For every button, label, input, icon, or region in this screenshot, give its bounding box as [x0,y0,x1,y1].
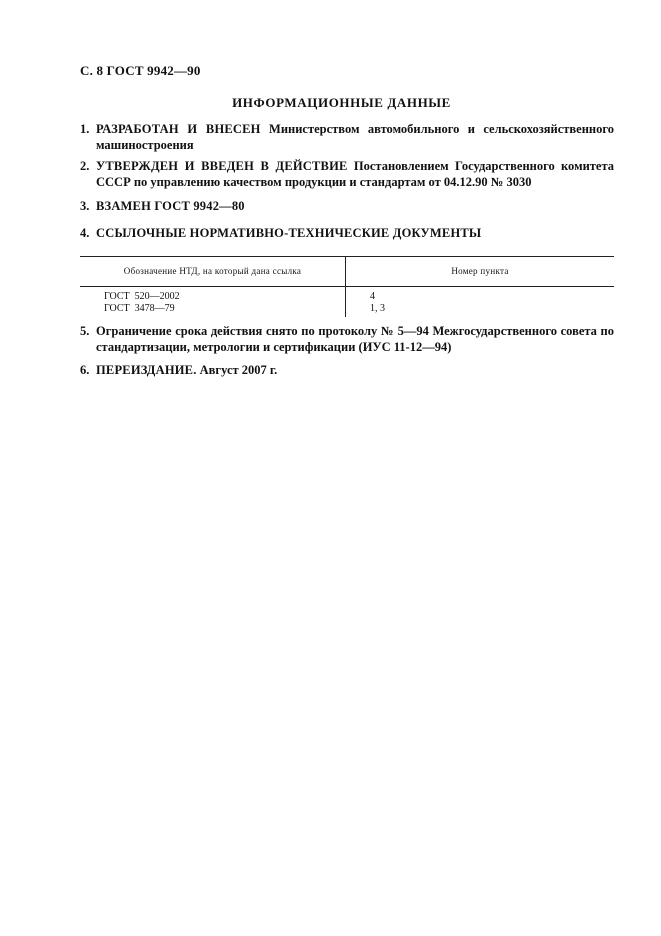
column-header-clause: Номер пункта [451,266,509,276]
table-body [80,287,614,317]
column-header-designation: Обозначение НТД, на который дана ссылка [80,257,346,286]
info-item-4 [80,225,614,241]
item-text: Ограничение срока действия снято по протоколу № 5—94 Межгосударственного совета по стандартизации, метрологии и сертификации (ИУС 11-12—94) [96,324,614,354]
item-lead: ВЗАМЕН ГОСТ 9942—80 [96,199,245,213]
table-cell-designation: ГОСТ 520—2002 [104,291,180,302]
item-number: 2. [80,159,90,173]
item-number: 3. [80,199,90,213]
page-header: С. 8 ГОСТ 9942—90 [80,63,201,78]
item-text: Август 2007 г. [199,363,278,377]
item-lead: УТВЕРЖДЕН И ВВЕДЕН В ДЕЙСТВИЕ [96,159,348,173]
table-header [80,256,614,287]
item-number: 4. [80,226,90,240]
item-lead: РАЗРАБОТАН И ВНЕСЕН [96,122,261,136]
item-text: Постановлением Государственного комитета СССР по управлению качеством продукции и стандартам от 04.12.90 № 3030 [96,159,615,189]
info-item-3 [80,198,614,214]
info-item-6 [80,362,614,378]
designation-column [80,287,346,317]
table-cell-clause: 4 [370,291,375,302]
item-text: Министерством автомобильного и сельскохозяйственного машиностроения [96,122,614,152]
info-item-5 [80,323,614,355]
info-item-2 [80,158,614,190]
table-cell-designation: ГОСТ 3478—79 [104,303,175,314]
reference-table [80,256,614,317]
item-lead: ПЕРЕИЗДАНИЕ. [96,363,197,377]
item-number: 6. [80,363,90,377]
item-number: 5. [80,324,90,338]
clause-column [346,287,614,317]
section-title: ИНФОРМАЦИОННЫЕ ДАННЫЕ [232,95,451,110]
item-lead: ССЫЛОЧНЫЕ НОРМАТИВНО-ТЕХНИЧЕСКИЕ ДОКУМЕНТЫ [96,226,482,240]
item-number: 1. [80,122,90,136]
info-item-1 [80,121,614,153]
table-cell-clause: 1, 3 [370,303,385,314]
